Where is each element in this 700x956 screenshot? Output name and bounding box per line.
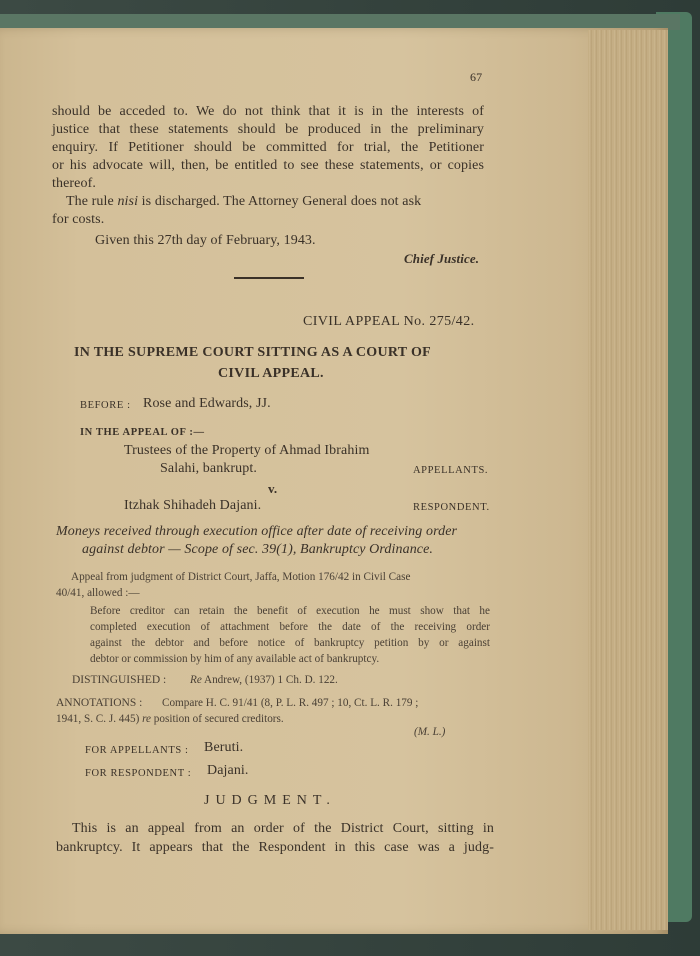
case-number: CIVIL APPEAL No. 275/42. — [303, 314, 475, 329]
text-line: thereof. — [52, 176, 96, 191]
annotations-text — [56, 713, 284, 725]
text-span: The rule — [66, 194, 118, 209]
text-span: is discharged. The Attorney General does not ask — [138, 194, 422, 209]
appellants-label: APPELLANTS. — [413, 465, 489, 476]
signature: Chief Justice. — [404, 251, 480, 266]
before-label: BEFORE : — [80, 400, 131, 411]
appeal-description: 40/41, allowed :— — [56, 587, 140, 599]
held-line: completed execution of attachment before the date of the receiving order — [90, 621, 490, 633]
for-appellants-counsel: Beruti. — [204, 740, 244, 755]
respondent-name: Itzhak Shihadeh Dajani. — [124, 498, 262, 513]
re-term: re — [142, 713, 151, 725]
headnote: against debtor — Scope of sec. 39(1), Bankruptcy Ordinance. — [82, 542, 434, 557]
appeal-of-label: IN THE APPEAL OF :— — [80, 427, 205, 438]
judgment-heading: JUDGMENT. — [204, 793, 336, 808]
citation-text: 1941, S. C. J. 445) — [56, 713, 140, 725]
text-line — [66, 194, 421, 210]
for-respondent-label: FOR RESPONDENT : — [85, 768, 192, 779]
distinguished-label: DISTINGUISHED : — [72, 674, 167, 686]
latin-term: nisi — [117, 194, 139, 209]
citation-text: Andrew, (1937) 1 Ch. D. 122. — [204, 674, 338, 686]
reporter-initials: (M. L.) — [414, 726, 446, 738]
for-respondent-counsel: Dajani. — [207, 763, 249, 778]
text-line: or his advocate will, then, be entitled to see these statements, or copies — [52, 158, 484, 173]
section-divider — [234, 277, 304, 279]
re-term: Re — [190, 674, 202, 686]
distinguished-citation — [190, 674, 338, 686]
page-number: 67 — [470, 70, 483, 84]
before-judges: Rose and Edwards, JJ. — [143, 396, 271, 411]
text-line: for costs. — [52, 212, 105, 227]
for-appellants-label: FOR APPELLANTS : — [85, 745, 189, 756]
respondent-label: RESPONDENT. — [413, 502, 490, 513]
appellant-name: Salahi, bankrupt. — [160, 461, 257, 476]
annotations-label: ANNOTATIONS : — [56, 697, 143, 709]
appellant-name: Trustees of the Property of Ahmad Ibrahim — [124, 443, 370, 458]
headnote: Moneys received through execution office after date of receiving order — [56, 524, 458, 539]
text-line: justice that these statements should be produced in the preliminary — [52, 122, 484, 137]
held-line: Before creditor can retain the benefit of execution he must show that he — [90, 605, 490, 617]
judgment-text: This is an appeal from an order of the District Court, sitting in — [72, 821, 494, 836]
annotations-text: Compare H. C. 91/41 (8, P. L. R. 497 ; 10, Ct. L. R. 179 ; — [162, 697, 419, 709]
court-heading: CIVIL APPEAL. — [218, 366, 324, 381]
held-line: against the debtor and before notice of bankruptcy petition by or against — [90, 637, 490, 649]
appeal-description: Appeal from judgment of District Court, Jaffa, Motion 176/42 in Civil Case — [71, 571, 411, 583]
court-heading: IN THE SUPREME COURT SITTING AS A COURT OF — [74, 345, 432, 360]
given-date: Given this 27th day of February, 1943. — [95, 233, 316, 248]
versus: v. — [268, 481, 278, 496]
judgment-text: bankruptcy. It appears that the Respondent in this case was a judg- — [56, 840, 494, 855]
text-line: should be acceded to. We do not think that it is in the interests of — [52, 104, 484, 119]
held-line: debtor or commission by him of any available act of bankruptcy. — [90, 653, 380, 665]
text-line: enquiry. If Petitioner should be committed for trial, the Petitioner — [52, 140, 484, 155]
citation-text: position of secured creditors. — [153, 713, 284, 725]
